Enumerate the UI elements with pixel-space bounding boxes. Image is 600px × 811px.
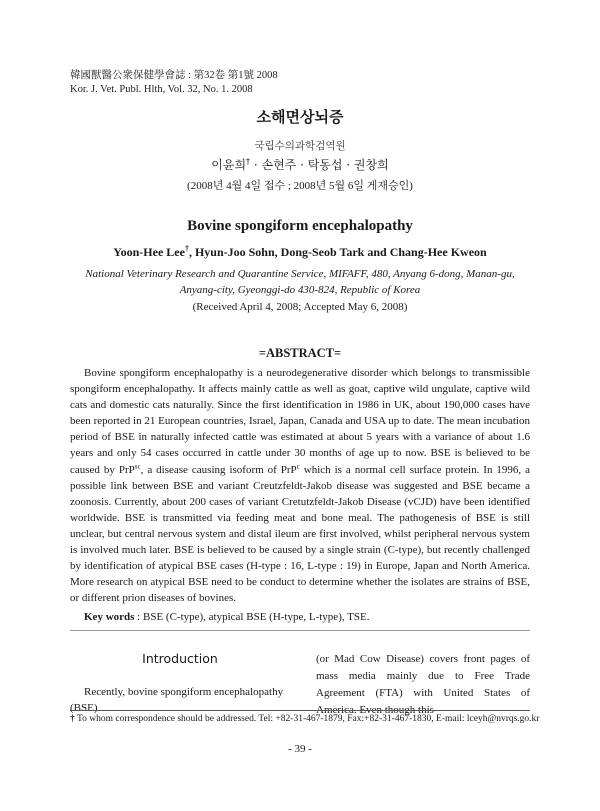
korean-coauthors: · 손현주 · 탁동섭 · 권창희	[250, 158, 389, 172]
journal-citation-korean: 韓國獸醫公衆保健學會誌 : 第32卷 第1號 2008	[70, 70, 278, 81]
korean-title: 소해면상뇌증	[256, 108, 344, 126]
prp-c-superscript: c	[296, 461, 300, 470]
keywords	[84, 609, 544, 625]
prp-sc-superscript: sc	[134, 461, 141, 470]
english-coauthors: , Hyun-Joo Sohn, Dong-Seob Tark and Chang-Hee Kweon	[188, 245, 487, 259]
footnote-dagger-mark: †	[70, 714, 75, 724]
page-number: - 39 -	[288, 743, 312, 755]
introduction-heading: Introduction	[142, 651, 218, 666]
keywords-divider	[70, 630, 530, 631]
footnote-text: To whom correspondence should be addressed. Tel: +82-31-467-1879, Fax:+82-31-467-1830, E-mail: lceyh@nvrqs.go.kr	[74, 714, 540, 724]
abstract-text-1: Bovine spongiform encephalopathy is a neurodegenerative disorder which belongs to transmissible spongiform encephalopathy. It affects mainly cattle as well as goat, captive wild ungulate, captive wild cats and domestic cats naturally. Since the first identification in 1986 in UK, about 190,000 cases have been reported in 21 European countries, Israel, Japan, Canada and USA up to date. The mean incubation period of BSE in naturally infected cattle was estimated at about 5 years with a variance of about 1.6 years and only 54 cases occurred in cattle under 30 months of age up to now. BSE is believed to be caused by PrP	[70, 367, 530, 476]
english-authors	[0, 244, 600, 260]
abstract-text-2: , a disease causing isoform of PrP	[140, 463, 297, 476]
korean-received-date: (2008년 4월 4일 접수 ; 2008년 5월 6일 게재승인)	[187, 180, 413, 192]
english-received-date: (Received April 4, 2008; Accepted May 6, 2008)	[192, 301, 408, 313]
keywords-text: BSE (C-type), atypical BSE (H-type, L-type), TSE.	[142, 611, 370, 623]
correspondence-footnote	[70, 713, 540, 726]
dagger-mark: †	[184, 244, 189, 253]
affiliation-line-2: Anyang-city, Gyeonggi-do 430-824, Republic of Korea	[179, 284, 421, 296]
english-affiliation	[40, 266, 560, 298]
keywords-separator: :	[134, 611, 143, 623]
korean-authors	[0, 156, 600, 173]
abstract-body	[70, 365, 530, 606]
affiliation-line-1: National Veterinary Research and Quarantine Service, MIFAFF, 480, Anyang 6-dong, Manan-gu,	[85, 268, 515, 280]
introduction-left-column: Recently, bovine spongiform encephalopathy (BSE)	[70, 686, 284, 714]
korean-institution: 국립수의과학검역원	[254, 140, 346, 152]
abstract-heading: =ABSTRACT=	[258, 346, 342, 360]
korean-corresponding-author: 이윤희	[211, 158, 247, 172]
journal-citation-english: Kor. J. Vet. Publ. Hlth, Vol. 32, No. 1. 2008	[70, 84, 253, 95]
keywords-label: Key words	[84, 611, 135, 623]
english-corresponding-author: Yoon-Hee Lee	[113, 245, 185, 259]
abstract-text-3: which is a normal cell surface protein. In 1996, a possible link between BSE and variant Creutzfeldt-Jakob disease was suggested and BSE became a zoonosis. Currently, about 200 cases of variant Cretutzfeldt-Jakob Disease (vCJD) have been identified worldwide. BSE is transmitted via feeding meat and bone meal. The pathogenesis of BSE is still unclear, but central nervous system and distal ileum are first involved, whilst peripheral nervous system is involved much later. BSE is believed to be caused by a single strain (C-type), but recently challenged by identification of atypical BSE cases (H-type : 16, L-type : 19) in Europe, Japan and North America. More research on atypical BSE need to be conduct to determine whether the isolates are strains of BSE, or different prion diseases of bovines.	[70, 463, 531, 605]
dagger-mark: †	[246, 157, 251, 166]
introduction-right-column: (or Mad Cow Disease) covers front pages of mass media mainly due to Free Trade Agreement (FTA) with United States of America. Even though this	[316, 653, 530, 716]
english-title: Bovine spongiform encephalopathy	[187, 218, 413, 234]
footnote-rule	[70, 710, 530, 711]
